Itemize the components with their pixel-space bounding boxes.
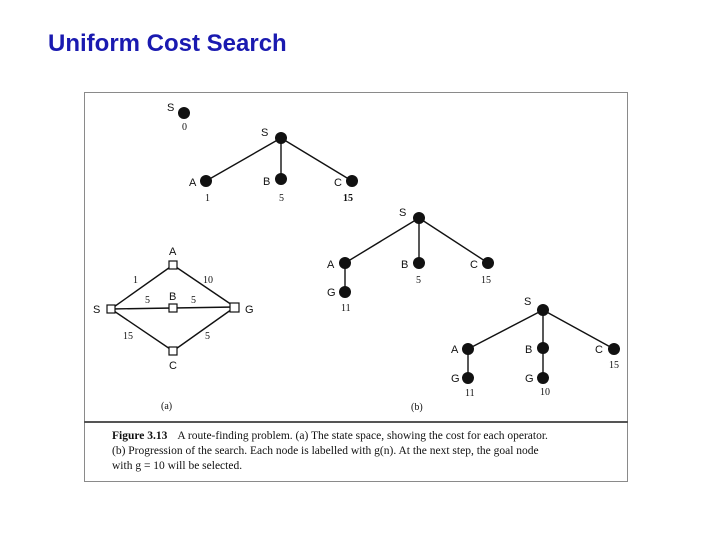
cost-b-g: 5 — [191, 295, 196, 306]
tree-step-0 — [167, 102, 190, 133]
t2-edge-sc — [419, 218, 488, 263]
t2-node-b — [413, 257, 425, 269]
t2-label-b: B — [401, 259, 409, 271]
slide-title: Uniform Cost Search — [48, 30, 287, 57]
tree-step-2 — [327, 207, 494, 314]
t3-label-a: A — [451, 344, 459, 356]
t3-edge-sc — [543, 310, 614, 349]
caption-line-1 — [112, 429, 620, 444]
node-s-square — [107, 305, 115, 313]
t3-label-c: C — [595, 344, 603, 356]
edge-s-a — [111, 265, 173, 309]
edge-a-g — [173, 265, 235, 307]
t1-label-c: C — [334, 177, 342, 189]
t3-label-g1: G — [451, 373, 460, 385]
cost-a-g: 10 — [203, 275, 213, 286]
t3-cost-g2: 10 — [540, 387, 550, 398]
edge-c-g — [173, 307, 235, 351]
node-c-square — [169, 347, 177, 355]
t1-root-node — [275, 132, 287, 144]
t1-edge-sa — [206, 138, 281, 181]
t2-cost-b: 5 — [416, 275, 421, 286]
t2-root-label: S — [399, 207, 407, 219]
t2-label-g: G — [327, 287, 336, 299]
cost-s-a: 1 — [133, 275, 138, 286]
t1-cost-a: 1 — [205, 193, 210, 204]
node-a-square — [169, 261, 177, 269]
cost-s-c: 15 — [123, 331, 133, 342]
t1-root-label: S — [261, 127, 269, 139]
state-space-graph — [93, 246, 254, 372]
t3-cost-g1: 11 — [465, 388, 475, 399]
node-a-label: A — [169, 246, 177, 258]
t3-node-g1 — [462, 372, 474, 384]
t3-node-g2 — [537, 372, 549, 384]
t2-node-c — [482, 257, 494, 269]
t1-node-b — [275, 173, 287, 185]
t1-label-a: A — [189, 177, 197, 189]
sublabel-a: (a) — [161, 401, 173, 412]
caption-text-1: A route-finding problem. (a) The state space, showing the cost for each operator. — [177, 430, 548, 442]
t2-node-g — [339, 286, 351, 298]
t1-edge-sc — [281, 138, 352, 181]
t2-cost-g: 11 — [341, 303, 351, 314]
t1-cost-c: 15 — [343, 193, 353, 204]
t3-node-c — [608, 343, 620, 355]
t0-root-label: S — [167, 102, 175, 114]
t3-node-a — [462, 343, 474, 355]
node-g-square — [230, 303, 239, 312]
t0-root-cost: 0 — [182, 122, 187, 133]
node-b-square — [169, 304, 177, 312]
node-g-label: G — [245, 304, 254, 316]
t3-node-b — [537, 342, 549, 354]
t1-node-a — [200, 175, 212, 187]
t3-cost-c: 15 — [609, 360, 619, 371]
t2-label-a: A — [327, 259, 335, 271]
t3-root-node — [537, 304, 549, 316]
t2-edge-sa — [345, 218, 419, 263]
caption-line-3: with g = 10 will be selected. — [112, 460, 243, 472]
t3-label-g2: G — [525, 373, 534, 385]
t2-cost-c: 15 — [481, 275, 491, 286]
cost-s-b: 5 — [145, 295, 150, 306]
t0-root-node — [178, 107, 190, 119]
tree-step-1 — [189, 127, 358, 204]
node-s-label: S — [93, 304, 101, 316]
t3-label-b: B — [525, 344, 533, 356]
t1-label-b: B — [263, 176, 271, 188]
t1-node-c — [346, 175, 358, 187]
edge-s-c — [111, 309, 173, 351]
t2-root-node — [413, 212, 425, 224]
tree-step-3 — [451, 296, 620, 399]
cost-c-g: 5 — [205, 331, 210, 342]
figure-number: Figure 3.13 — [112, 430, 168, 442]
node-b-label: B — [169, 291, 177, 303]
node-c-label: C — [169, 360, 177, 372]
caption-line-2: (b) Progression of the search. Each node is labelled with g(n). At the next step, the goal node — [112, 445, 539, 457]
t2-node-a — [339, 257, 351, 269]
t2-label-c: C — [470, 259, 478, 271]
t1-cost-b: 5 — [279, 193, 284, 204]
figure-caption — [84, 421, 628, 482]
sublabel-b: (b) — [411, 402, 423, 413]
t3-root-label: S — [524, 296, 532, 308]
